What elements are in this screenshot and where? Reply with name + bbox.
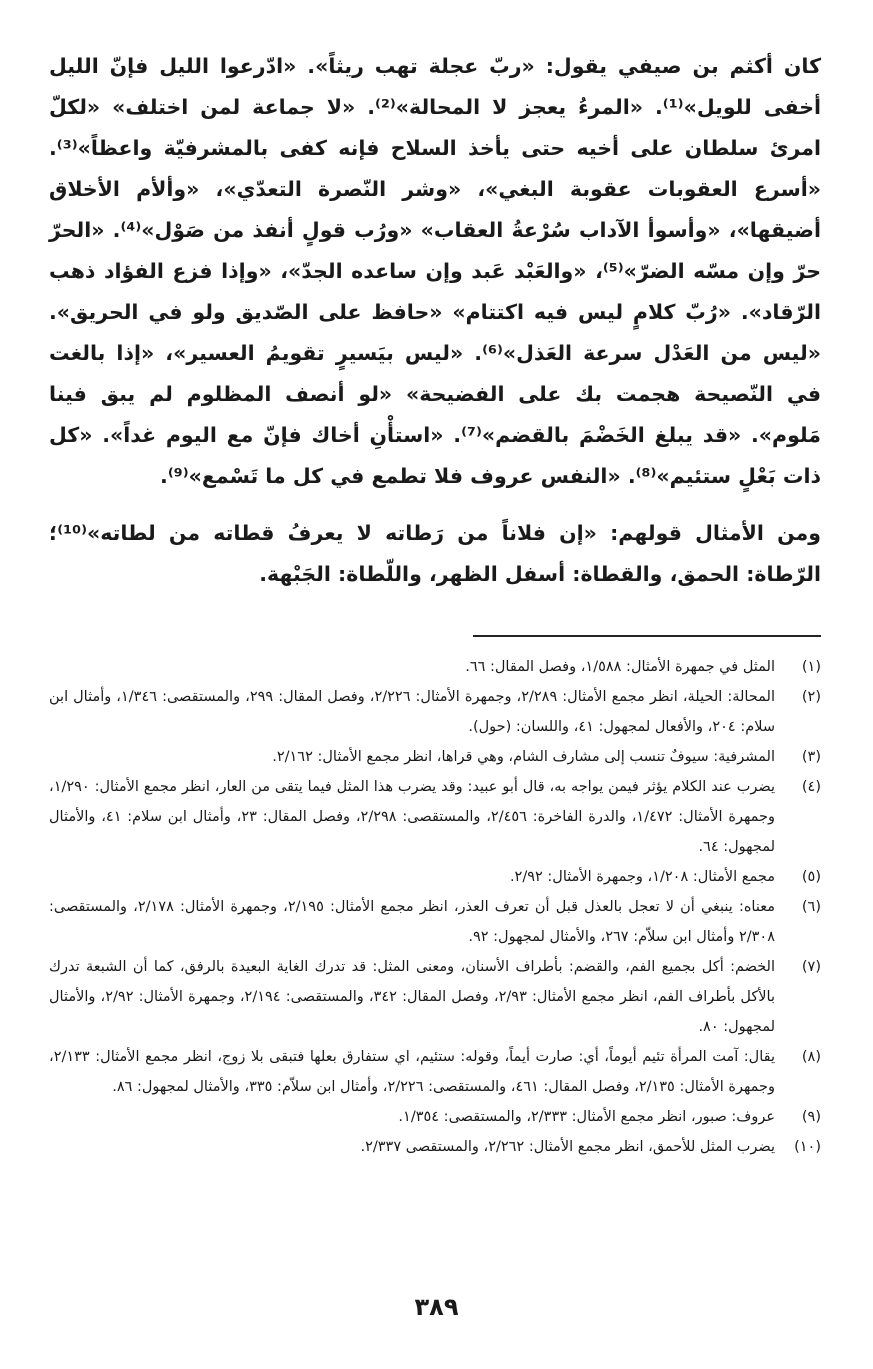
footnote-number: (٣) [801,749,821,765]
footnote-number: (٨) [801,1049,821,1065]
main-text [49,46,821,595]
footnote-text: المحالة: الحيلة، انظر مجمع الأمثال: ٢/٢٨٩، وجمهرة الأمثال: ٢/٢٢٦، وفصل المقال: ٢٩٩، والمستقصى: ١/٣٤٦، وأمثال ابن سلام: ٢٠٤، والأفعال لمجهول: ٤١، واللسان: (حول). [49,689,776,735]
footnote-number: (٦) [801,899,821,915]
footnote [49,1132,821,1162]
footnote-text: الخضم: أكل بجميع الفم، والقضم: بأطراف الأسنان، ومعنى المثل: قد تدرك الغاية البعيدة بالرفق، كما أن الشبعة تدرك بالأكل بأطراف الفم، انظر مجمع الأمثال: ٢/٩٣، وفصل المقال: ٣٤٢، والمستقصى: ٢/١٩٤، وجمهرة الأمثال: ٢/٩٢، والأمثال لمجهول: ٨٠. [49,959,776,1035]
body-paragraph-proverbs: كان أكثم بن صيفي يقول: «ربّ عجلة تهب ريثاً». «ادّرعوا الليل فإنّ الليل أخفى للويل»⁽¹⁾. «المرءُ يعجز لا المحالة»⁽²⁾. «لا جماعة لمن اختلف» «لكلّ امرئ سلطان على أخيه حتى يأخذ السلاح فإنه كفى بالمشرفيّة واعظاً»⁽³⁾. «أسرع العقوبات عقوبة البغي»، «وشر النّصرة التعدّي»، «وألأم الأخلاق أضيقها»، «وأسوأ الآداب سُرْعةُ العقاب» «ورُب قولٍ أنفذ من صَوْل»⁽⁴⁾. «الحرّ حرّ وإن مسّه الضرّ»⁽⁵⁾، «والعَبْد عَبد وإن ساعده الجدّ»، «وإذا فزع الفؤاد ذهب الرّقاد». «رُبّ كلامٍ ليس فيه اكتتام» «حافظ على الصّديق ولو في الحريق». «ليس من العَدْل سرعة العَذل»⁽⁶⁾. «ليس بيَسيرٍ تقويمُ العسير»، «إذا بالغت في النّصيحة هجمت بك على الفضيحة» «لو أنصف المظلوم لم يبق فينا مَلوم». «قد يبلغ الخَضْمَ بالقضم»⁽⁷⁾. «استأْنِ أخاك فإنّ مع اليوم غداً». «كل ذات بَعْلٍ ستئيم»⁽⁸⁾. «النفس عروف فلا تطمع في كل ما تَسْمع»⁽⁹⁾. [49,54,822,488]
footnote-number: (٩) [801,1109,821,1125]
footnote-number: (٥) [801,869,821,885]
footnote-text: معناه: ينبغي أن لا تعجل بالعذل قبل أن تعرف العذر، انظر مجمع الأمثال: ٢/١٩٥، وجمهرة الأمثال: ٢/١٧٨، والمستقصى: ٢/٣٠٨ وأمثال ابن سلاّم: ٢٦٧، والأمثال لمجهول: ٩٢. [49,899,775,945]
footnote [49,682,821,742]
footnote-separator [473,635,821,637]
footnote-text: المشرفية: سيوفٌ تنسب إلى مشارف الشام، وهي قراها، انظر مجمع الأمثال: ٢/١٦٢. [272,749,775,765]
footnote [49,742,821,772]
footnote [49,652,821,682]
page-number: ٣٨٩ [414,1293,459,1321]
footnote-number: (١٠) [794,1139,821,1155]
footnote [49,952,821,1042]
footnote-text: مجمع الأمثال: ١/٢٠٨، وجمهرة الأمثال: ٢/٩٢. [509,869,775,885]
footnote-number: (١) [801,659,821,675]
footnote-number: (٧) [801,959,821,975]
footnote-number: (٢) [801,689,821,705]
footnotes [49,652,821,1162]
body-paragraph-ratat: ومن الأمثال قولهم: «إن فلاناً من رَطاته لا يعرفُ قطاته من لطاته»⁽¹⁰⁾؛ الرّطاة: الحمق، والقطاة: أسفل الظهر، واللّطاة: الجَبْهة. [49,521,821,586]
footnote-text: عروف: صبور، انظر مجمع الأمثال: ٢/٣٣٣، والمستقصى: ١/٣٥٤. [398,1109,775,1125]
footnote [49,772,821,862]
footnote [49,1102,821,1132]
footnote [49,1042,821,1102]
footnote-text: يضرب عند الكلام يؤثر فيمن يواجه به، قال أبو عبيد: وقد يضرب هذا المثل فيما يتقى من العار، انظر مجمع الأمثال: ١/٢٩٠، وجمهرة الأمثال: ١/٤٧٢، والدرة الفاخرة: ٢/٤٥٦، والمستقصى: ٢/٢٩٨، وفصل المقال: ٢٣، وأمثال ابن سلام: ٤١، والأمثال لمجهول: ٦٤. [49,779,775,855]
footnote-text: المثل في جمهرة الأمثال: ١/٥٨٨، وفصل المقال: ٦٦. [465,659,775,675]
footnote [49,862,821,892]
footnote-text: يضرب المثل للأحمق، انظر مجمع الأمثال: ٢/٢٦٢، والمستقصى ٢/٣٣٧. [360,1139,775,1155]
footnote-text: يقال: آمت المرأة تئيم أيوماً، أي: صارت أيماً، وقوله: ستئيم، اي ستفارق بعلها فتبقى بلا زوج، انظر مجمع الأمثال: ٢/١٣٣، وجمهرة الأمثال: ٢/١٣٥، وفصل المقال: ٤٦١، والمستقصى: ٢/٢٢٦، وأمثال ابن سلاّم: ٣٣٥، والأمثال لمجهول: ٨٦. [49,1049,775,1095]
footnote [49,892,821,952]
footnote-number: (٤) [801,779,821,795]
